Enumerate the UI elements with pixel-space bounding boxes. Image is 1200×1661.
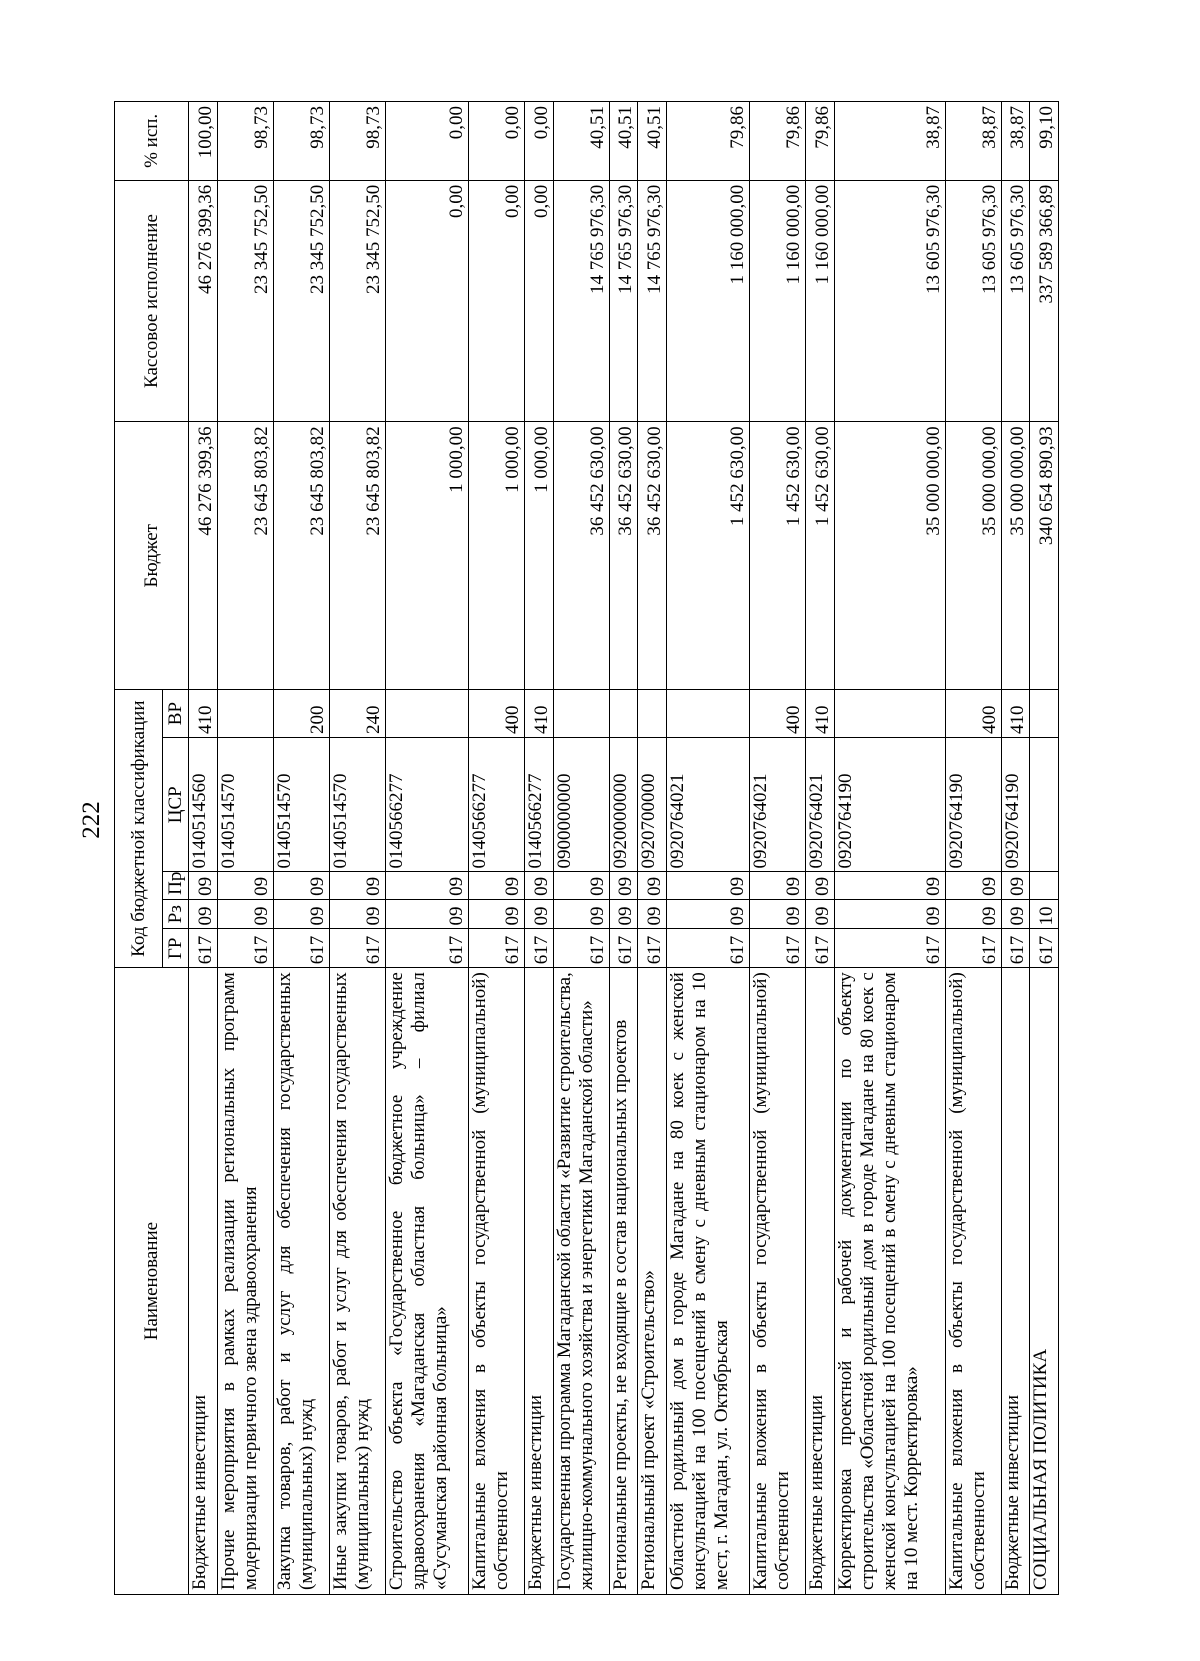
row-vr <box>638 690 667 738</box>
row-gr: 617 <box>834 929 945 968</box>
row-budget: 1 452 630,00 <box>666 422 749 690</box>
row-budget: 46 276 399,36 <box>189 422 218 690</box>
row-vr: 410 <box>806 690 835 738</box>
row-budget: 1 000,00 <box>469 422 525 690</box>
row-pct: 0,00 <box>469 102 525 181</box>
table-row <box>385 102 468 1595</box>
row-name: Бюджетные инвестиции <box>189 968 218 1595</box>
row-budget: 35 000 000,00 <box>945 422 1001 690</box>
table-row <box>273 102 329 1595</box>
header-code-group: Код бюджетной классификации <box>115 690 163 968</box>
table-row <box>217 102 273 1595</box>
row-rz: 09 <box>273 899 329 929</box>
row-cash: 23 345 752,50 <box>217 180 273 422</box>
row-pct: 79,86 <box>806 102 835 181</box>
row-pr: 09 <box>666 872 749 899</box>
row-cash: 0,00 <box>469 180 525 422</box>
row-pr: 09 <box>553 872 609 899</box>
row-pct: 40,51 <box>638 102 667 181</box>
table-row <box>525 102 554 1595</box>
table-row <box>666 102 749 1595</box>
row-gr: 617 <box>525 929 554 968</box>
row-gr: 617 <box>1001 929 1030 968</box>
row-pct: 38,87 <box>945 102 1001 181</box>
budget-table <box>114 101 1059 1595</box>
row-cash: 14 765 976,30 <box>609 180 638 422</box>
row-name: Капитальные вложения в объекты государственной (муниципальной) собственности <box>750 968 806 1595</box>
row-cash: 1 160 000,00 <box>806 180 835 422</box>
row-cash: 14 765 976,30 <box>553 180 609 422</box>
row-name: Бюджетные инвестиции <box>525 968 554 1595</box>
row-name: Региональный проект «Строительство» <box>638 968 667 1595</box>
row-gr: 617 <box>638 929 667 968</box>
row-gr: 617 <box>385 929 468 968</box>
row-vr: 400 <box>945 690 1001 738</box>
row-cash: 23 345 752,50 <box>273 180 329 422</box>
row-budget: 36 452 630,00 <box>609 422 638 690</box>
row-rz: 09 <box>638 899 667 929</box>
row-pr: 09 <box>1001 872 1030 899</box>
table-row <box>609 102 638 1595</box>
row-budget: 23 645 803,82 <box>217 422 273 690</box>
row-rz: 09 <box>217 899 273 929</box>
row-name: Иные закупки товаров, работ и услуг для обеспечения государственных (муниципальных) нужд <box>329 968 385 1595</box>
row-vr: 410 <box>189 690 218 738</box>
header-gr: ГР <box>163 929 189 968</box>
row-gr: 617 <box>217 929 273 968</box>
row-rz: 09 <box>945 899 1001 929</box>
row-rz: 09 <box>1001 899 1030 929</box>
row-pct: 100,00 <box>189 102 218 181</box>
header-pr: Пр <box>163 872 189 899</box>
row-gr: 617 <box>1030 929 1059 968</box>
row-pct: 38,87 <box>834 102 945 181</box>
row-rz: 09 <box>189 899 218 929</box>
table-row <box>1030 102 1059 1595</box>
row-pct: 98,73 <box>217 102 273 181</box>
row-vr <box>834 690 945 738</box>
table-row <box>806 102 835 1595</box>
row-pr: 09 <box>638 872 667 899</box>
row-budget: 35 000 000,00 <box>834 422 945 690</box>
row-vr <box>1030 690 1059 738</box>
row-cash: 13 605 976,30 <box>834 180 945 422</box>
row-cash: 1 160 000,00 <box>666 180 749 422</box>
row-gr: 617 <box>609 929 638 968</box>
row-budget: 1 452 630,00 <box>806 422 835 690</box>
row-csr: 0920764021 <box>806 738 835 872</box>
row-csr: 0920764190 <box>834 738 945 872</box>
row-gr: 617 <box>469 929 525 968</box>
row-pr: 09 <box>273 872 329 899</box>
row-cash: 13 605 976,30 <box>945 180 1001 422</box>
table-row <box>945 102 1001 1595</box>
row-name: Закупка товаров, работ и услуг для обеспечения государственных (муниципальных) нужд <box>273 968 329 1595</box>
row-csr: 0920764190 <box>1001 738 1030 872</box>
header-csr: ЦСР <box>163 738 189 872</box>
row-pct: 98,73 <box>273 102 329 181</box>
row-vr: 400 <box>469 690 525 738</box>
row-vr: 400 <box>750 690 806 738</box>
row-vr <box>217 690 273 738</box>
table-body <box>189 102 1059 1595</box>
rotated-table-container <box>114 101 1059 1595</box>
row-rz: 09 <box>609 899 638 929</box>
row-budget: 1 000,00 <box>525 422 554 690</box>
row-vr <box>385 690 468 738</box>
row-vr <box>666 690 749 738</box>
row-pr: 09 <box>750 872 806 899</box>
row-csr: 0140514560 <box>189 738 218 872</box>
row-pr: 09 <box>609 872 638 899</box>
table-row <box>553 102 609 1595</box>
header-vr: ВР <box>163 690 189 738</box>
row-budget: 23 645 803,82 <box>273 422 329 690</box>
row-gr: 617 <box>806 929 835 968</box>
row-pr: 09 <box>945 872 1001 899</box>
page-number: 222 <box>78 801 105 839</box>
row-csr: 0920700000 <box>638 738 667 872</box>
header-cash: Кассовое исполнение <box>115 180 189 422</box>
row-name: Строительство объекта «Государственное бюджетное учреждение здравоохранения «Магаданская областная больница» – филиал «Сусуманская районная больница» <box>385 968 468 1595</box>
row-pct: 38,87 <box>1001 102 1030 181</box>
table-row <box>329 102 385 1595</box>
header-budget: Бюджет <box>115 422 189 690</box>
row-csr: 0920000000 <box>609 738 638 872</box>
row-gr: 617 <box>945 929 1001 968</box>
row-name: Бюджетные инвестиции <box>806 968 835 1595</box>
row-budget: 1 000,00 <box>385 422 468 690</box>
row-pct: 40,51 <box>553 102 609 181</box>
row-pct: 0,00 <box>385 102 468 181</box>
row-name: СОЦИАЛЬНАЯ ПОЛИТИКА <box>1030 968 1059 1595</box>
row-vr <box>553 690 609 738</box>
row-gr: 617 <box>189 929 218 968</box>
row-pr: 09 <box>189 872 218 899</box>
row-name: Областной родильный дом в городе Магадане на 80 коек с женской консультацией на 100 посещений в смену с дневным стационаром на 10 мест, г. Магадан, ул. Октябрьская <box>666 968 749 1595</box>
row-pr: 09 <box>469 872 525 899</box>
table-row <box>1001 102 1030 1595</box>
row-name: Государственная программа Магаданской области «Развитие строительства, жилищно-коммунального хозяйства и энергетики Магаданской области» <box>553 968 609 1595</box>
row-vr: 410 <box>1001 690 1030 738</box>
row-cash: 337 589 366,89 <box>1030 180 1059 422</box>
row-gr: 617 <box>553 929 609 968</box>
table-row <box>750 102 806 1595</box>
row-pr <box>1030 872 1059 899</box>
row-pct: 79,86 <box>666 102 749 181</box>
row-cash: 0,00 <box>385 180 468 422</box>
row-csr: 0140566277 <box>525 738 554 872</box>
row-csr: 0920764021 <box>750 738 806 872</box>
row-name: Бюджетные инвестиции <box>1001 968 1030 1595</box>
row-pct: 40,51 <box>609 102 638 181</box>
row-rz: 09 <box>553 899 609 929</box>
row-budget: 1 452 630,00 <box>750 422 806 690</box>
row-budget: 36 452 630,00 <box>553 422 609 690</box>
row-pr: 09 <box>806 872 835 899</box>
row-budget: 340 654 890,93 <box>1030 422 1059 690</box>
row-pr: 09 <box>217 872 273 899</box>
row-cash: 13 605 976,30 <box>1001 180 1030 422</box>
row-csr: 0140514570 <box>273 738 329 872</box>
row-budget: 23 645 803,82 <box>329 422 385 690</box>
row-pct: 98,73 <box>329 102 385 181</box>
row-pct: 99,10 <box>1030 102 1059 181</box>
row-vr: 240 <box>329 690 385 738</box>
row-gr: 617 <box>329 929 385 968</box>
row-rz: 09 <box>385 899 468 929</box>
table-row <box>189 102 218 1595</box>
row-gr: 617 <box>750 929 806 968</box>
row-name: Капитальные вложения в объекты государственной (муниципальной) собственности <box>469 968 525 1595</box>
row-pct: 79,86 <box>750 102 806 181</box>
row-cash: 0,00 <box>525 180 554 422</box>
row-csr <box>1030 738 1059 872</box>
row-csr: 0140514570 <box>217 738 273 872</box>
row-rz: 09 <box>834 899 945 929</box>
row-vr <box>609 690 638 738</box>
row-cash: 1 160 000,00 <box>750 180 806 422</box>
row-csr: 0140566277 <box>469 738 525 872</box>
row-csr: 0140514570 <box>329 738 385 872</box>
table-row <box>638 102 667 1595</box>
row-rz: 09 <box>469 899 525 929</box>
row-cash: 14 765 976,30 <box>638 180 667 422</box>
header-rz: Рз <box>163 899 189 929</box>
table-row <box>834 102 945 1595</box>
row-rz: 09 <box>806 899 835 929</box>
row-name: Капитальные вложения в объекты государственной (муниципальной) собственности <box>945 968 1001 1595</box>
row-name: Корректировка проектной и рабочей документации по объекту строительства «Областной родильный дом в городе Магадане на 80 коек с женской консультацией на 100 посещений в смену с дневным стационаром на 10 мест. Корректировка» <box>834 968 945 1595</box>
row-csr: 0900000000 <box>553 738 609 872</box>
row-pr: 09 <box>834 872 945 899</box>
row-pct: 0,00 <box>525 102 554 181</box>
row-rz: 09 <box>329 899 385 929</box>
row-rz: 09 <box>666 899 749 929</box>
row-budget: 36 452 630,00 <box>638 422 667 690</box>
row-budget: 35 000 000,00 <box>1001 422 1030 690</box>
header-pct: % исп. <box>115 102 189 181</box>
row-csr: 0920764021 <box>666 738 749 872</box>
row-rz: 10 <box>1030 899 1059 929</box>
row-gr: 617 <box>666 929 749 968</box>
row-cash: 46 276 399,36 <box>189 180 218 422</box>
header-name: Наименование <box>115 968 189 1595</box>
row-pr: 09 <box>385 872 468 899</box>
row-pr: 09 <box>525 872 554 899</box>
row-vr: 410 <box>525 690 554 738</box>
row-csr: 0140566277 <box>385 738 468 872</box>
table-row <box>469 102 525 1595</box>
row-csr: 0920764190 <box>945 738 1001 872</box>
row-rz: 09 <box>750 899 806 929</box>
row-cash: 23 345 752,50 <box>329 180 385 422</box>
row-rz: 09 <box>525 899 554 929</box>
row-name: Прочие мероприятия в рамках реализации региональных программ модернизации первичного звена здравоохранения <box>217 968 273 1595</box>
row-gr: 617 <box>273 929 329 968</box>
row-pr: 09 <box>329 872 385 899</box>
row-name: Региональные проекты, не входящие в состав национальных проектов <box>609 968 638 1595</box>
row-vr: 200 <box>273 690 329 738</box>
